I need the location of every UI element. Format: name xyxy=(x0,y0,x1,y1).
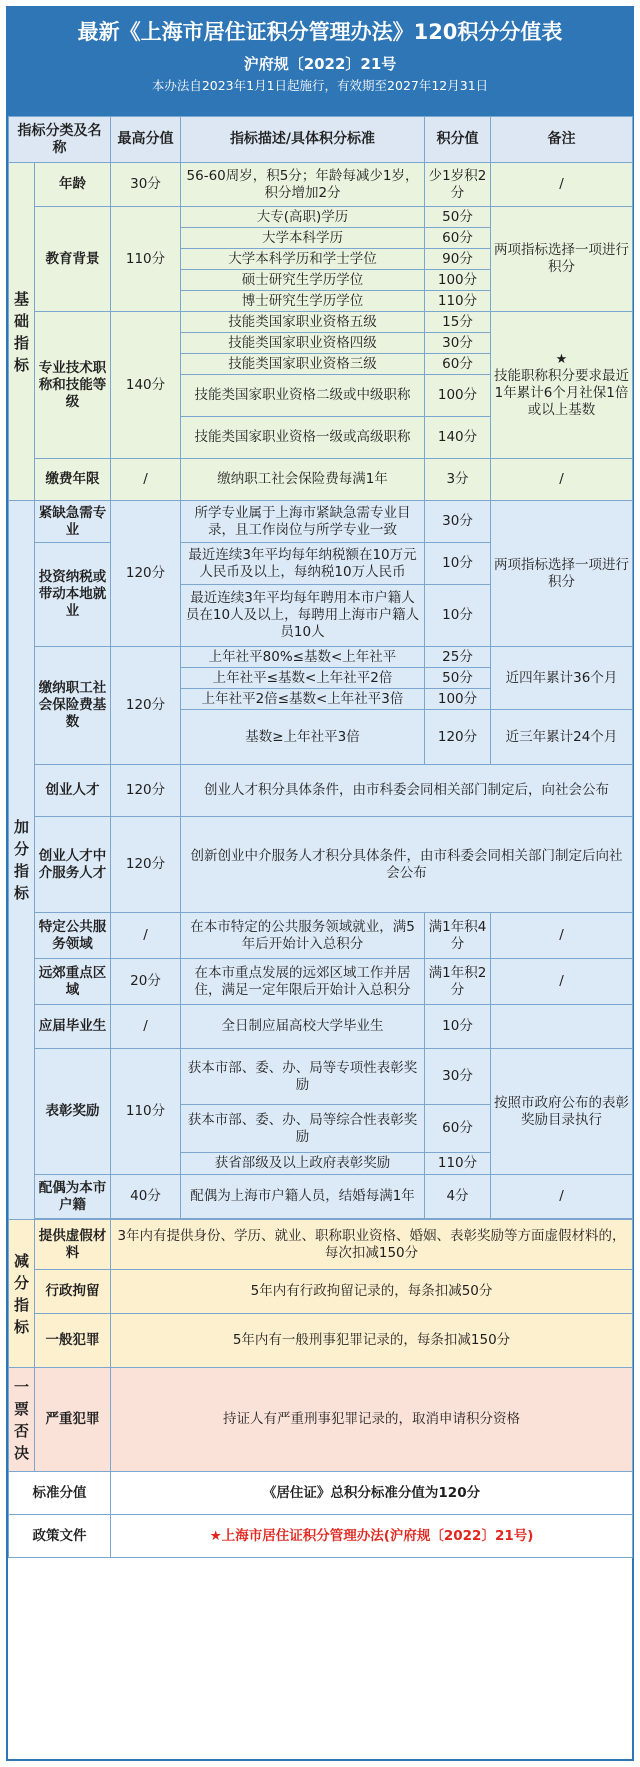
indicator-name: 缴费年限 xyxy=(35,459,111,501)
table-row xyxy=(9,1270,633,1314)
note: 两项指标选择一项进行积分 xyxy=(491,501,633,647)
document-number: 沪府规〔2022〕21号 xyxy=(243,55,397,73)
indicator-name: 缴纳职工社会保险费基数 xyxy=(35,647,111,765)
veto-section xyxy=(9,1368,633,1472)
category-label: 一票否决 xyxy=(9,1368,35,1472)
indicator-name: 紧缺急需专业 xyxy=(35,501,111,543)
indicator-name: 表彰奖励 xyxy=(35,1049,111,1175)
indicator-desc: 在本市重点发展的远郊区域工作并居住，满足一定年限后开始计入总积分 xyxy=(181,959,425,1005)
score-value: 110分 xyxy=(425,1153,491,1175)
score-value: 90分 xyxy=(425,249,491,270)
table-row xyxy=(9,1314,633,1368)
indicator-desc: 上年社平≤基数<上年社平2倍 xyxy=(181,668,425,689)
score-value: 100分 xyxy=(425,270,491,291)
score-value: 4分 xyxy=(425,1175,491,1219)
score-value: 30分 xyxy=(425,333,491,354)
basic-section xyxy=(9,163,633,501)
note: 近四年累计36个月 xyxy=(491,647,633,710)
indicator-desc: 上年社平2倍≤基数<上年社平3倍 xyxy=(181,689,425,710)
max-score: 40分 xyxy=(111,1175,181,1219)
score-value: 少1岁积2分 xyxy=(425,163,491,207)
indicator-name: 一般犯罪 xyxy=(35,1314,111,1368)
indicator-desc: 技能类国家职业资格一级或高级职称 xyxy=(181,417,425,459)
table-row xyxy=(9,647,633,668)
table-row xyxy=(9,1472,633,1515)
table-header xyxy=(8,8,632,116)
table-row xyxy=(9,1220,633,1270)
table-row xyxy=(9,459,633,501)
score-value: 10分 xyxy=(425,1005,491,1049)
indicator-desc: 持证人有严重刑事犯罪记录的，取消申请积分资格 xyxy=(111,1368,633,1472)
max-score: 20分 xyxy=(111,959,181,1005)
col-header-desc: 指标描述/具体积分标准 xyxy=(181,117,425,163)
indicator-desc: 获省部级及以上政府表彰奖励 xyxy=(181,1153,425,1175)
indicator-desc: 基数≥上年社平3倍 xyxy=(181,710,425,765)
indicator-name: 应届毕业生 xyxy=(35,1005,111,1049)
note: 近三年累计24个月 xyxy=(491,710,633,765)
category-label: 基础指标 xyxy=(9,163,35,501)
indicator-desc: 缴纳职工社会保险费每满1年 xyxy=(181,459,425,501)
table-row xyxy=(9,959,633,1005)
max-score: 30分 xyxy=(111,163,181,207)
indicator-desc: 获本市部、委、办、局等综合性表彰奖励 xyxy=(181,1105,425,1153)
score-value: 140分 xyxy=(425,417,491,459)
indicator-name: 创业人才中介服务人才 xyxy=(35,817,111,913)
max-score: / xyxy=(111,459,181,501)
minus-section xyxy=(9,1220,633,1368)
indicator-desc: 最近连续3年平均每年聘用本市户籍人员在10人及以上，每聘用上海市户籍人员10人 xyxy=(181,585,425,647)
indicator-name: 创业人才 xyxy=(35,765,111,817)
score-value: 100分 xyxy=(425,375,491,417)
score-value: 60分 xyxy=(425,354,491,375)
table-row xyxy=(9,1515,633,1558)
indicator-desc: 技能类国家职业资格三级 xyxy=(181,354,425,375)
indicator-desc: 5年内有一般刑事犯罪记录的，每条扣减150分 xyxy=(111,1314,633,1368)
table-row xyxy=(9,207,633,228)
score-value: 10分 xyxy=(425,585,491,647)
max-score: 120分 xyxy=(111,501,181,647)
indicator-desc: 硕士研究生学历学位 xyxy=(181,270,425,291)
footer-section xyxy=(9,1472,633,1558)
table-row xyxy=(9,1049,633,1105)
note: / xyxy=(491,959,633,1005)
score-value: 50分 xyxy=(425,668,491,689)
indicator-desc: 技能类国家职业资格二级或中级职称 xyxy=(181,375,425,417)
score-value: 120分 xyxy=(425,710,491,765)
column-header-row xyxy=(9,117,633,163)
table-row xyxy=(9,501,633,543)
indicator-desc: 创新创业中介服务人才积分具体条件，由市科委会同相关部门制定后向社会公布 xyxy=(181,817,633,913)
indicator-desc: 大专(高职)学历 xyxy=(181,207,425,228)
max-score: / xyxy=(111,913,181,959)
score-value: 30分 xyxy=(425,1049,491,1105)
table-row xyxy=(9,765,633,817)
table-row xyxy=(9,1005,633,1049)
indicator-desc: 56-60周岁，积5分；年龄每减少1岁，积分增加2分 xyxy=(181,163,425,207)
score-value: 3分 xyxy=(425,459,491,501)
note: 按照市政府公布的表彰奖励目录执行 xyxy=(491,1049,633,1175)
table-row xyxy=(9,913,633,959)
indicator-name: 教育背景 xyxy=(35,207,111,312)
indicator-desc: 配偶为上海市户籍人员，结婚每满1年 xyxy=(181,1175,425,1219)
standard-value: 《居住证》总积分标准分值为120分 xyxy=(111,1472,633,1515)
score-value: 25分 xyxy=(425,647,491,668)
score-value: 60分 xyxy=(425,1105,491,1153)
indicator-name: 特定公共服务领域 xyxy=(35,913,111,959)
note: 两项指标选择一项进行积分 xyxy=(491,207,633,312)
score-value: 100分 xyxy=(425,689,491,710)
policy-label: 政策文件 xyxy=(9,1515,111,1558)
score-table xyxy=(8,116,633,1558)
star-icon: ★ xyxy=(555,352,568,367)
table-row xyxy=(9,163,633,207)
policy-value: ★上海市居住证积分管理办法(沪府规〔2022〕21号) xyxy=(111,1515,633,1558)
max-score: 120分 xyxy=(111,647,181,765)
note: / xyxy=(491,1175,633,1219)
col-header-category: 指标分类及名称 xyxy=(9,117,111,163)
score-value: 满1年积4分 xyxy=(425,913,491,959)
score-value: 60分 xyxy=(425,228,491,249)
score-value: 满1年积2分 xyxy=(425,959,491,1005)
indicator-name: 年龄 xyxy=(35,163,111,207)
max-score: 110分 xyxy=(111,1049,181,1175)
indicator-name: 专业技术职称和技能等级 xyxy=(35,312,111,459)
col-header-note: 备注 xyxy=(491,117,633,163)
indicator-name: 提供虚假材料 xyxy=(35,1220,111,1270)
indicator-desc: 创业人才积分具体条件，由市科委会同相关部门制定后，向社会公布 xyxy=(181,765,633,817)
note: / xyxy=(491,163,633,207)
note xyxy=(491,312,633,459)
table-row xyxy=(9,817,633,913)
max-score: 120分 xyxy=(111,817,181,913)
indicator-name: 配偶为本市户籍 xyxy=(35,1175,111,1219)
category-label: 减分指标 xyxy=(9,1220,35,1368)
col-header-max: 最高分值 xyxy=(111,117,181,163)
score-value: 10分 xyxy=(425,543,491,585)
score-value: 50分 xyxy=(425,207,491,228)
indicator-desc: 技能类国家职业资格四级 xyxy=(181,333,425,354)
indicator-desc: 技能类国家职业资格五级 xyxy=(181,312,425,333)
category-label: 加分指标 xyxy=(9,501,35,1220)
max-score: 140分 xyxy=(111,312,181,459)
indicator-desc: 3年内有提供身份、学历、就业、职称职业资格、婚姻、表彰奖励等方面虚假材料的，每次扣减150分 xyxy=(111,1220,633,1270)
score-value: 30分 xyxy=(425,501,491,543)
bonus-section xyxy=(9,501,633,1220)
indicator-name: 行政拘留 xyxy=(35,1270,111,1314)
indicator-desc: 最近连续3年平均每年纳税额在10万元人民币及以上，每纳税10万人民币 xyxy=(181,543,425,585)
note xyxy=(491,1005,633,1049)
max-score: 120分 xyxy=(111,765,181,817)
standard-label: 标准分值 xyxy=(9,1472,111,1515)
indicator-desc: 获本市部、委、办、局等专项性表彰奖励 xyxy=(181,1049,425,1105)
indicator-desc: 全日制应届高校大学毕业生 xyxy=(181,1005,425,1049)
score-value: 110分 xyxy=(425,291,491,312)
indicator-name: 远郊重点区域 xyxy=(35,959,111,1005)
table-row xyxy=(9,312,633,333)
max-score: / xyxy=(111,1005,181,1049)
score-value: 15分 xyxy=(425,312,491,333)
indicator-desc: 大学本科学历 xyxy=(181,228,425,249)
table-row xyxy=(9,1175,633,1219)
page-title: 最新《上海市居住证积分管理办法》120积分分值表 xyxy=(77,20,563,44)
indicator-desc: 所学专业属于上海市紧缺急需专业目录，且工作岗位与所学专业一致 xyxy=(181,501,425,543)
note: / xyxy=(491,459,633,501)
score-table-card xyxy=(6,6,634,1761)
indicator-desc: 博士研究生学历学位 xyxy=(181,291,425,312)
table-row xyxy=(9,1368,633,1472)
validity-note: 本办法自2023年1月1日起施行，有效期至2027年12月31日 xyxy=(151,78,489,93)
indicator-name: 严重犯罪 xyxy=(35,1368,111,1472)
indicator-desc: 大学本科学历和学士学位 xyxy=(181,249,425,270)
indicator-desc: 上年社平80%≤基数<上年社平 xyxy=(181,647,425,668)
indicator-name: 投资纳税或带动本地就业 xyxy=(35,543,111,647)
note: / xyxy=(491,913,633,959)
indicator-desc: 5年内有行政拘留记录的，每条扣减50分 xyxy=(111,1270,633,1314)
note-text: 技能职称积分要求最近1年累计6个月社保1倍或以上基数 xyxy=(494,368,629,418)
indicator-desc: 在本市特定的公共服务领域就业，满5年后开始计入总积分 xyxy=(181,913,425,959)
max-score: 110分 xyxy=(111,207,181,312)
col-header-score: 积分值 xyxy=(425,117,491,163)
